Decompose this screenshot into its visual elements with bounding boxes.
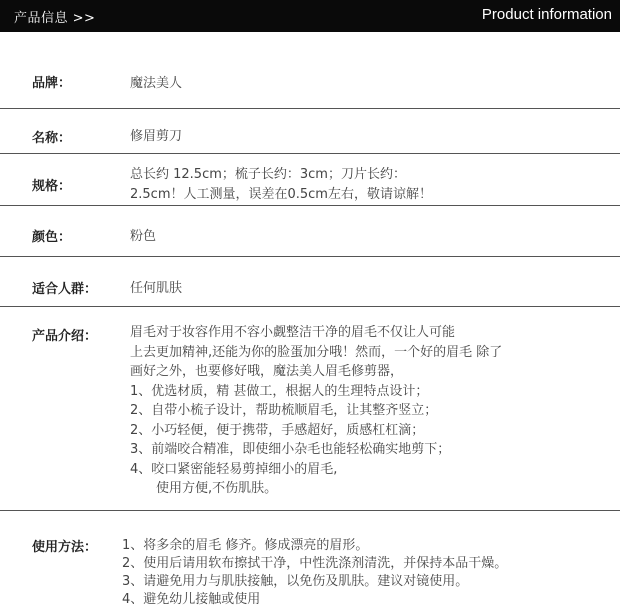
intro-text bbox=[130, 323, 610, 499]
intro-line: 上去更加精神,还能为你的脸蛋加分哦！然而，一个好的眉毛 除了 bbox=[130, 344, 503, 360]
intro-line: 4、咬口紧密能轻易剪掉细小的眉毛, bbox=[130, 461, 338, 477]
spec-line: 总长约 12.5cm；梳子长约：3cm；刀片长约： bbox=[130, 167, 406, 182]
usage-line: 3、请避免用力与肌肤接触，以免伤及肌肤。建议对镜使用。 bbox=[122, 574, 469, 589]
divider bbox=[0, 306, 620, 307]
field-value: 任何肌肤 bbox=[130, 281, 183, 296]
usage-line: 2、使用后请用软布擦拭干净，中性洗涤剂清洗，并保持本品干燥。 bbox=[122, 556, 508, 571]
usage-text bbox=[122, 537, 612, 609]
field-label: 品牌： bbox=[32, 76, 72, 91]
intro-line: 2、小巧轻便，便于携带，手感超好，质感杠杠滴； bbox=[130, 422, 425, 438]
intro-line: 使用方便,不伤肌肤。 bbox=[156, 481, 278, 496]
field-label: 适合人群： bbox=[32, 282, 98, 297]
header-left-title: 产品信息 >> bbox=[14, 11, 96, 26]
divider bbox=[0, 108, 620, 109]
divider bbox=[0, 510, 620, 511]
usage-label: 使用方法： bbox=[32, 540, 98, 555]
field-spec-value bbox=[130, 165, 432, 204]
field-label: 名称： bbox=[32, 131, 72, 146]
spec-line: 2.5cm！人工测量，误差在0.5cm左右，敬请谅解！ bbox=[130, 186, 432, 202]
intro-line: 画好之外，也要修好哦，魔法美人眉毛修剪器， bbox=[130, 364, 404, 379]
usage-line: 1、将多余的眉毛 修齐。修成漂亮的眉形。 bbox=[122, 538, 369, 553]
field-value: 魔法美人 bbox=[130, 76, 183, 91]
intro-line: 3、前端咬合精准，即使细小杂毛也能轻松确实地剪下； bbox=[130, 442, 451, 457]
header-right-title: Product information bbox=[481, 6, 612, 23]
intro-line: 1、优选材质，精 甚做工，根据人的生理特点设计； bbox=[130, 383, 429, 399]
intro-line: 眉毛对于妆容作用不容小觑整洁干净的眉毛不仅让人可能 bbox=[130, 325, 456, 340]
field-value: 粉色 bbox=[130, 229, 157, 244]
divider bbox=[0, 153, 620, 154]
field-label: 规格： bbox=[32, 179, 72, 194]
usage-line: 4、避免幼儿接触或使用 bbox=[122, 592, 261, 607]
intro-line: 2、自带小梳子设计，帮助梳顺眉毛，让其整齐竖立； bbox=[130, 403, 438, 418]
field-value: 修眉剪刀 bbox=[130, 129, 183, 144]
intro-label: 产品介绍： bbox=[32, 329, 98, 344]
field-label: 颜色： bbox=[32, 230, 72, 245]
header-bar bbox=[0, 0, 620, 32]
divider bbox=[0, 205, 620, 206]
divider bbox=[0, 256, 620, 257]
